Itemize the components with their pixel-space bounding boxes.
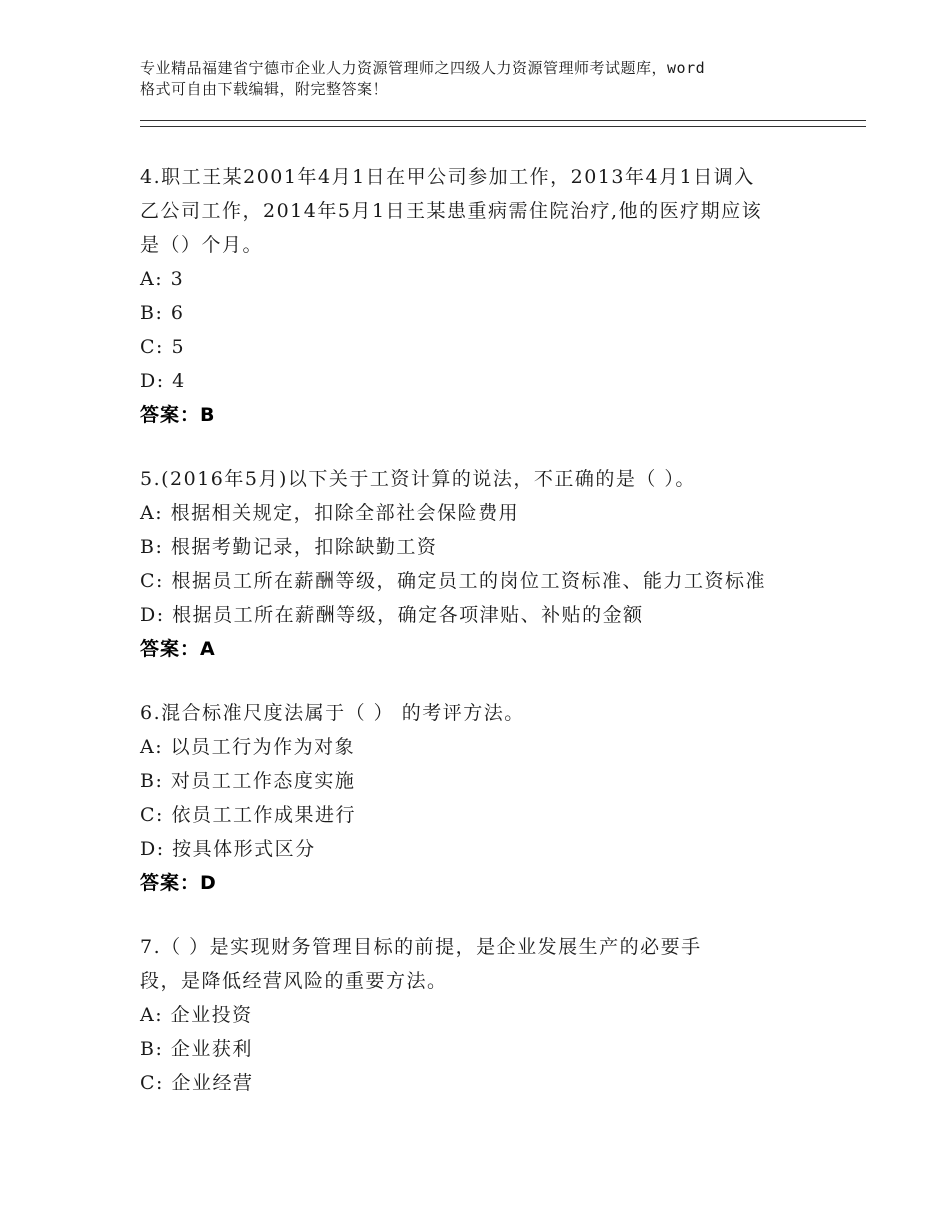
document-header — [140, 58, 830, 100]
option-b: B: 6 — [140, 302, 185, 324]
answer-label: 答案：A — [140, 638, 216, 660]
option-b: B: 对员工工作态度实施 — [140, 770, 356, 792]
option-c: C: 依员工工作成果进行 — [140, 804, 356, 826]
option-b: B: 企业获利 — [140, 1038, 253, 1060]
option-c: C: 5 — [140, 336, 186, 358]
question-4 — [140, 160, 830, 432]
option-d: D: 按具体形式区分 — [140, 838, 316, 860]
question-7 — [140, 930, 830, 1100]
option-d: D: 4 — [140, 370, 186, 392]
question-5 — [140, 462, 830, 666]
option-c: C: 企业经营 — [140, 1072, 254, 1094]
question-list — [140, 160, 830, 1130]
answer-label: 答案：D — [140, 872, 217, 894]
question-stem-line: 4.职工王某2001年4月1日在甲公司参加工作，2013年4月1日调入 — [140, 166, 755, 188]
question-stem-line: 段，是降低经营风险的重要方法。 — [140, 970, 448, 992]
question-stem-line: 是（）个月。 — [140, 234, 264, 256]
header-line-1: 专业精品福建省宁德市企业人力资源管理师之四级人力资源管理师考试题库，word — [140, 59, 706, 77]
option-a: A: 3 — [140, 268, 185, 290]
option-d: D: 根据员工所在薪酬等级，确定各项津贴、补贴的金额 — [140, 604, 644, 626]
option-c: C: 根据员工所在薪酬等级，确定员工的岗位工资标准、能力工资标准 — [140, 570, 766, 592]
option-a: A: 企业投资 — [140, 1004, 253, 1026]
question-stem-line: 6.混合标准尺度法属于（ ） 的考评方法。 — [140, 702, 525, 724]
option-a: A: 以员工行为作为对象 — [140, 736, 356, 758]
question-stem-line: 7.（ ）是实现财务管理目标的前提，是企业发展生产的必要手 — [140, 936, 702, 958]
question-stem-line: 乙公司工作，2014年5月1日王某患重病需住院治疗,他的医疗期应该 — [140, 200, 763, 222]
header-line-2: 格式可自由下载编辑，附完整答案！ — [140, 80, 389, 98]
option-a: A: 根据相关规定，扣除全部社会保险费用 — [140, 502, 520, 524]
answer-label: 答案：B — [140, 404, 216, 426]
question-stem-line: 5.(2016年5月)以下关于工资计算的说法，不正确的是（ ）。 — [140, 468, 696, 490]
header-divider — [140, 120, 866, 127]
question-6 — [140, 696, 830, 900]
option-b: B: 根据考勤记录，扣除缺勤工资 — [140, 536, 438, 558]
